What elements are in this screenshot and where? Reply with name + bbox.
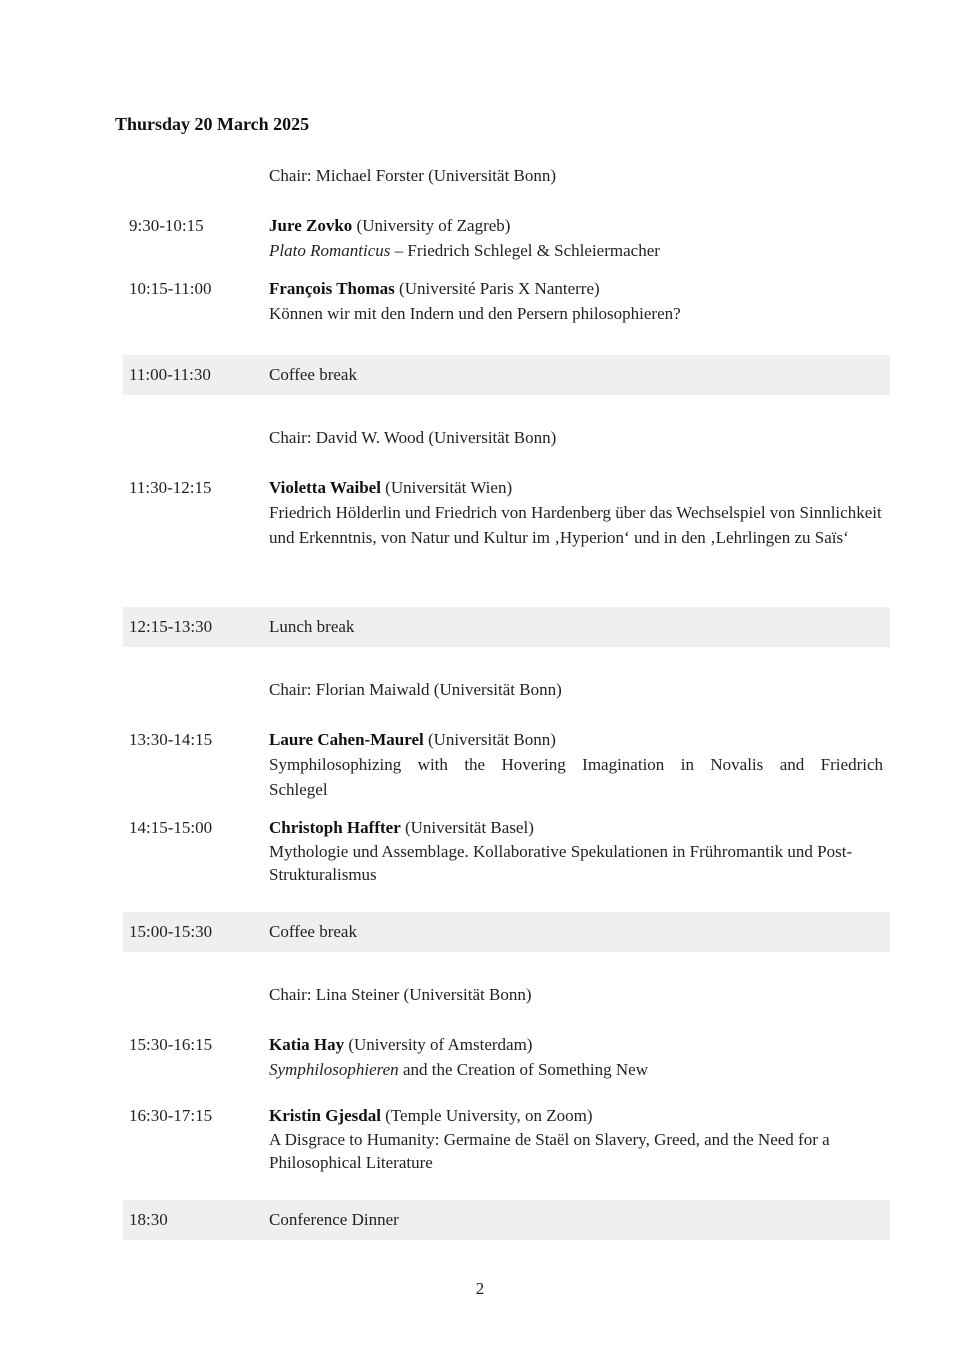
speaker-name: Laure Cahen-Maurel [269, 730, 424, 749]
break-row [123, 355, 890, 395]
talk-title-line: Schlegel [269, 780, 328, 799]
speaker-affiliation: (University of Amsterdam) [344, 1035, 533, 1054]
talk-content [269, 213, 883, 263]
break-time: 11:00-11:30 [129, 365, 211, 384]
talk-content [269, 1103, 883, 1174]
chair-text: Chair: Lina Steiner (Universität Bonn) [269, 985, 532, 1004]
talk-title-italic: Plato Romanticus [269, 241, 391, 260]
chair-text: Chair: Michael Forster (Universität Bonn) [269, 166, 557, 185]
talk-title: Plato Romanticus – Friedrich Schlegel & Schleiermacher [269, 241, 660, 260]
talk-content [269, 276, 883, 326]
break-row [123, 912, 890, 952]
talk-time: 11:30-12:15 [129, 478, 212, 497]
speaker-affiliation: (Universität Bonn) [423, 730, 556, 749]
break-time: 12:15-13:30 [129, 617, 213, 636]
talk-title: Können wir mit den Indern und den Persern philosophieren? [269, 304, 681, 323]
talk-title: Mythologie und Assemblage. Kollaborative Spekulationen in Frühromantik und Post-Strukturalismus [269, 842, 853, 884]
day-title: Thursday 20 March 2025 [115, 114, 310, 134]
break-row [123, 1200, 890, 1240]
talk-title-italic: Symphilosophieren [269, 1060, 399, 1079]
speaker-affiliation: (Temple University, on Zoom) [380, 1106, 593, 1125]
speaker-name: Jure Zovko [269, 216, 353, 235]
talk-content [269, 727, 883, 802]
talk-time: 14:15-15:00 [129, 818, 213, 837]
page-number: 2 [475, 1279, 485, 1298]
talk-time: 9:30-10:15 [129, 216, 204, 235]
talk-time: 13:30-14:15 [129, 730, 213, 749]
speaker-affiliation: (University of Zagreb) [352, 216, 511, 235]
break-time: 15:00-15:30 [129, 922, 213, 941]
break-label: Lunch break [269, 617, 355, 636]
break-row [123, 607, 890, 647]
talk-content [269, 1032, 883, 1082]
break-label: Coffee break [269, 922, 357, 941]
talk-title: Friedrich Hölderlin und Friedrich von Hardenberg über das Wechselspiel von Sinnlichkeit und Erkenntnis, von Natur und Kultur im ‚Hyperion‘ und in den ‚Lehrlingen zu Saïs‘ [269, 503, 882, 547]
talk-title: A Disgrace to Humanity: Germaine de Staël on Slavery, Greed, and the Need for a Philosophical Literature [269, 1130, 830, 1172]
talk-title-line: Symphilosophizing with the Hovering Imagination in Novalis and Friedrich [269, 755, 883, 774]
talk-time: 15:30-16:15 [129, 1035, 213, 1054]
speaker-name: Violetta Waibel [269, 478, 381, 497]
talk-content [269, 815, 883, 886]
speaker-affiliation: (Universität Basel) [400, 818, 534, 837]
talk-time: 10:15-11:00 [129, 279, 212, 298]
break-label: Conference Dinner [269, 1210, 399, 1229]
chair-text: Chair: Florian Maiwald (Universität Bonn) [269, 680, 562, 699]
speaker-name: Christoph Haffter [269, 818, 401, 837]
talk-content [269, 475, 883, 550]
break-label: Coffee break [269, 365, 357, 384]
speaker-name: Kristin Gjesdal [269, 1106, 381, 1125]
talk-title: Symphilosophieren and the Creation of Something New [269, 1060, 648, 1079]
speaker-name: François Thomas [269, 279, 395, 298]
talk-time: 16:30-17:15 [129, 1106, 213, 1125]
speaker-affiliation: (Université Paris X Nanterre) [394, 279, 600, 298]
chair-text: Chair: David W. Wood (Universität Bonn) [269, 428, 557, 447]
speaker-name: Katia Hay [269, 1035, 345, 1054]
break-time: 18:30 [129, 1210, 168, 1229]
speaker-affiliation: (Universität Wien) [380, 478, 513, 497]
